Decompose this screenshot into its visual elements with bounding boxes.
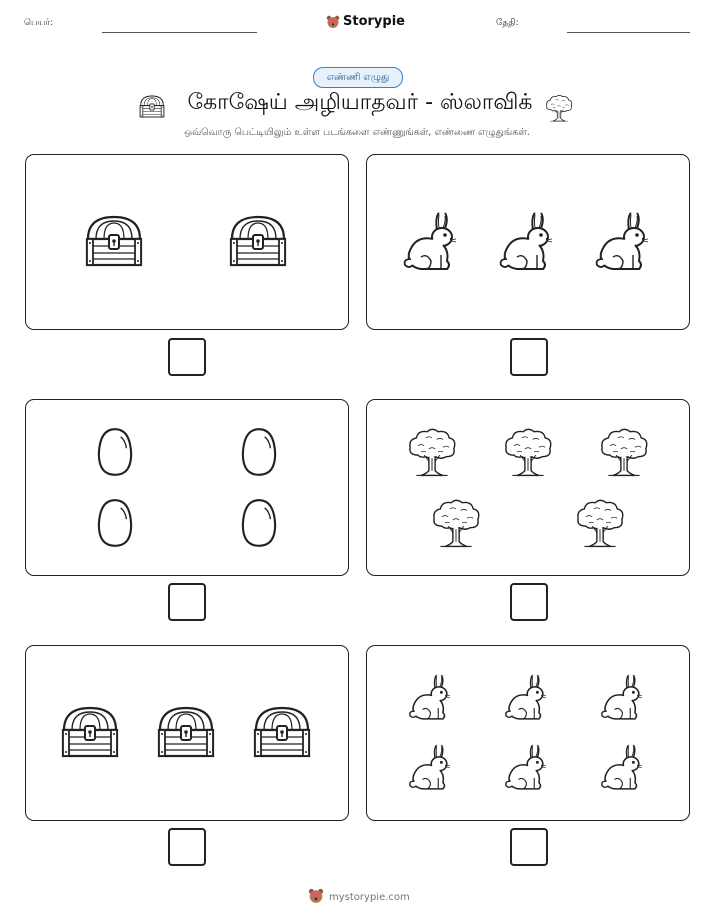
footer-site[interactable]: mystorypie.com — [329, 892, 410, 903]
date-line[interactable] — [567, 32, 690, 33]
oak-tree-icon — [503, 427, 553, 477]
egg-icon — [240, 427, 278, 477]
treasure-chest-icon — [250, 704, 314, 760]
oak-tree-icon — [431, 498, 481, 548]
count-box-2 — [366, 154, 690, 330]
page-title: கோஷேய் அழியாதவர் - ஸ்லாவிக் — [187, 90, 533, 115]
count-box-3 — [25, 399, 349, 576]
rabbit-icon — [401, 209, 465, 273]
instruction-text: ஒவ்வொரு பெட்டியிலும் உள்ள படங்களை எண்ணுங்கள், எண்ணை எழுதுங்கள். — [184, 127, 530, 138]
rabbit-icon — [407, 742, 457, 792]
rabbit-icon — [497, 209, 561, 273]
rabbit-icon — [599, 672, 649, 722]
brand-logo — [326, 14, 405, 29]
answer-box-2[interactable] — [510, 338, 548, 376]
oak-tree-icon — [407, 427, 457, 477]
storypie-bear-icon — [326, 15, 340, 29]
oak-tree-icon — [575, 498, 625, 548]
answer-box-3[interactable] — [168, 583, 206, 621]
name-line[interactable] — [102, 32, 257, 33]
treasure-chest-icon — [154, 704, 218, 760]
oak-tree-icon — [545, 94, 573, 122]
answer-box-4[interactable] — [510, 583, 548, 621]
answer-box-1[interactable] — [168, 338, 206, 376]
rabbit-icon — [503, 742, 553, 792]
rabbit-icon — [593, 209, 657, 273]
rabbit-icon — [407, 672, 457, 722]
count-box-6 — [366, 645, 690, 821]
count-box-1 — [25, 154, 349, 330]
name-label: பெயர்: — [24, 18, 54, 28]
date-label: தேதி: — [496, 18, 519, 28]
treasure-chest-icon — [82, 213, 146, 269]
treasure-chest-icon — [58, 704, 122, 760]
answer-box-6[interactable] — [510, 828, 548, 866]
activity-badge: எண்ணி எழுது — [313, 67, 403, 88]
egg-icon — [96, 427, 134, 477]
treasure-chest-icon — [226, 213, 290, 269]
treasure-chest-icon — [138, 94, 166, 122]
count-box-4 — [366, 399, 690, 576]
egg-icon — [240, 498, 278, 548]
storypie-bear-icon — [308, 888, 324, 907]
egg-icon — [96, 498, 134, 548]
count-box-5 — [25, 645, 349, 821]
footer — [308, 888, 410, 907]
rabbit-icon — [599, 742, 649, 792]
oak-tree-icon — [599, 427, 649, 477]
answer-box-5[interactable] — [168, 828, 206, 866]
brand-name: Storypie — [343, 14, 405, 29]
rabbit-icon — [503, 672, 553, 722]
